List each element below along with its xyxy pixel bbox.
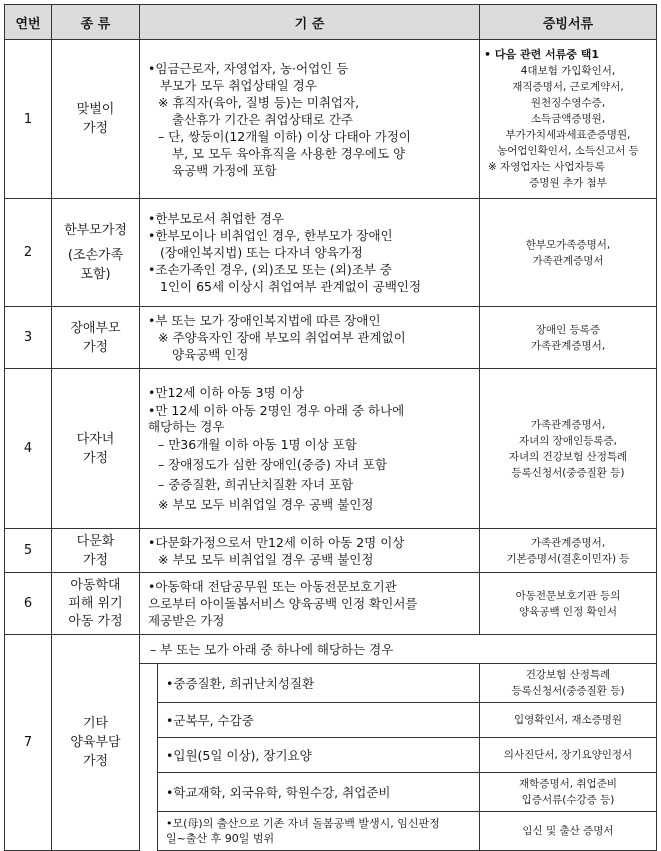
header-type: 종 류 [52, 5, 140, 40]
row-type: 한부모가정 (조손가족 포함) [52, 199, 140, 307]
row-no: 6 [5, 573, 52, 635]
table-row [5, 369, 657, 529]
row-docs: 가족관계증명서, 자녀의 장애인등록증, 자녀의 건강보험 산정특례 등록신청서(중증질환 등) [480, 369, 657, 529]
row-docs: 의사진단서, 장기요양인정서 [480, 738, 657, 773]
table-row [5, 635, 657, 664]
row-no: 3 [5, 307, 52, 369]
row-no: 4 [5, 369, 52, 529]
row-docs: 재학증명서, 취업준비 입증서류(수강증 등) [480, 773, 657, 812]
header-docs: 증빙서류 [480, 5, 657, 40]
header-criteria: 기 준 [140, 5, 480, 40]
row7-indent [140, 664, 158, 851]
row-type: 기타 양육부담 가정 [52, 635, 140, 851]
row-criteria: •임금근로자, 자영업자, 농·어업인 등 부모가 모두 취업상태일 경우 ※ 휴직자(육아, 질병 등)는 미취업자, 출산휴가 기간은 취업상태로 간주 – 단, 쌍둥이(12개월 이하) 이상 다태아 가정이 부, 모 모두 육아휴직을 사용한 경우에도 양 육공백 가정에 포함 [140, 40, 480, 199]
row-no: 5 [5, 529, 52, 573]
row-criteria: •군복무, 수감중 [158, 703, 480, 738]
table-row [5, 199, 657, 307]
row-type: 다자녀 가정 [52, 369, 140, 529]
header-no: 연번 [5, 5, 52, 40]
row-docs: 가족관계증명서, 기본증명서(결혼이민자) 등 [480, 529, 657, 573]
row-no: 2 [5, 199, 52, 307]
row-criteria: •중증질환, 희귀난치성질환 [158, 664, 480, 703]
table-row [5, 40, 657, 199]
row-docs: 장애인 등록증 가족관계증명서, [480, 307, 657, 369]
row-type: 아동학대 피해 위기 아동 가정 [52, 573, 140, 635]
row7-head: – 부 또는 모가 아래 중 하나에 해당하는 경우 [140, 635, 657, 664]
row-criteria: •다문화가정으로서 만12세 이하 아동 2명 이상 ※ 부모 모두 비취업일 경우 공백 불인정 [140, 529, 480, 573]
row-criteria: •학교재학, 외국유학, 학원수강, 취업준비 [158, 773, 480, 812]
row-criteria: •만12세 이하 아동 3명 이상 •만 12세 이하 아동 2명인 경우 아래 중 하나에 해당하는 경우 – 만36개월 이하 아동 1명 이상 포함 – 장애정도가 심한 장애인(중증) 자녀 포함 – 중증질환, 희귀난치질환 자녀 포함 ※ 부모 모두 비취업일 경우 공백 불인정 [140, 369, 480, 529]
table-row [5, 573, 657, 635]
row-criteria: •부 또는 모가 장애인복지법에 따른 장애인 ※ 주양육자인 장애 부모의 취업여부 관계없이 양육공백 인정 [140, 307, 480, 369]
table-row [5, 529, 657, 573]
row-no: 1 [5, 40, 52, 199]
row-criteria: •입원(5일 이상), 장기요양 [158, 738, 480, 773]
row-docs: 아동전문보호기관 등의 양육공백 인정 확인서 [480, 573, 657, 635]
row-criteria: •모(母)의 출산으로 기존 자녀 돌봄공백 발생시, 임신판정 일~출산 후 90일 범위 [158, 812, 480, 851]
row-type: 다문화 가정 [52, 529, 140, 573]
row-docs: 한부모가족증명서, 가족관계증명서 [480, 199, 657, 307]
row-criteria: •한부모로서 취업한 경우 •한부모이나 비취업인 경우, 한부모가 장애인 (장애인복지법) 또는 다자녀 양육가정 •조손가족인 경우, (외)조모 또는 (외)조부 중 1인이 65세 이상시 취업여부 관계없이 공백인정 [140, 199, 480, 307]
eligibility-table [4, 4, 657, 851]
row-docs: 임신 및 출산 증명서 [480, 812, 657, 851]
row-type: 장애부모 가정 [52, 307, 140, 369]
row-docs: 입영확인서, 재소증명원 [480, 703, 657, 738]
table-header-row [5, 5, 657, 40]
row-no: 7 [5, 635, 52, 851]
row-docs: • 다음 관련 서류중 택1 4대보험 가입확인서, 재직증명서, 근로계약서, 원천징수영수증, 소득금액증명원, 부가가치세과세표준증명원, 농어업인확인서, 소득신고서 등 ※ 자영업자는 사업자등록 증명원 추가 첨부 [480, 40, 657, 199]
row-docs: 건강보험 산정특례 등록신청서(중증질환 등) [480, 664, 657, 703]
table-row [5, 307, 657, 369]
row-type: 맞벌이 가정 [52, 40, 140, 199]
row-criteria: •아동학대 전담공무원 또는 아동전문보호기관 으로부터 아이돌봄서비스 양육공백 인정 확인서를 제공받은 가정 [140, 573, 480, 635]
